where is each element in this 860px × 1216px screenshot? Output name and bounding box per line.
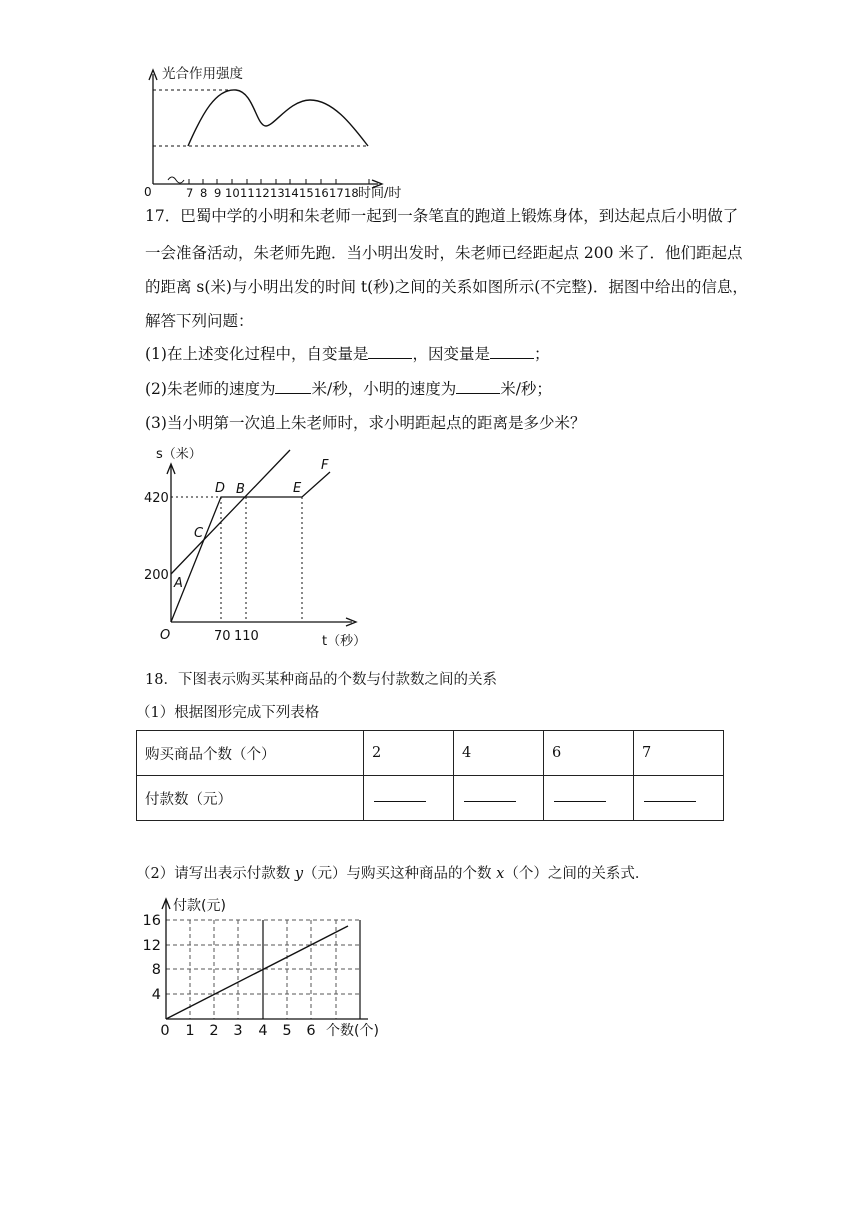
fig1-tick: 7	[186, 186, 194, 200]
fig3-xlabel: 个数(个)	[326, 1023, 379, 1039]
answer-blank[interactable]	[644, 791, 696, 802]
fig2-ylabel: s（米）	[156, 447, 202, 462]
table-answer-cell[interactable]	[364, 776, 454, 821]
fig1-tick: 12	[255, 186, 270, 200]
fig2-x110: 110	[234, 629, 259, 644]
point-label-A: A	[174, 576, 183, 591]
fig3-ytick: 8	[151, 962, 161, 978]
fig1-ylabel: 光合作用强度	[162, 66, 243, 82]
fig3-xtick: 2	[209, 1023, 219, 1039]
table-answer-cell[interactable]	[544, 776, 634, 821]
q18-sub2	[136, 864, 649, 884]
point-label-F: F	[321, 458, 329, 473]
fig1-tick: 10	[225, 186, 240, 200]
point-label-D: D	[215, 481, 226, 496]
fig1-origin: 0	[144, 185, 152, 199]
fig2-x70: 70	[214, 629, 231, 644]
q17-part2-b: 米/秒，小明的速度为	[311, 380, 457, 398]
fig1-tick: 8	[200, 186, 208, 200]
q17-line-2: 一会准备活动，朱老师先跑．当小明出发时，朱老师已经距起点 200 米了．他们距起点	[145, 244, 743, 262]
q17-part1	[145, 344, 550, 364]
fig3-xtick: 3	[233, 1023, 243, 1039]
q17-part1-b: ，因变量是	[412, 345, 490, 363]
answer-blank[interactable]	[456, 379, 500, 394]
fig1-tick: 15	[299, 186, 314, 200]
point-label-E: E	[293, 481, 302, 496]
q17-line-3: 的距离 s(米)与小明出发的时间 t(秒)之间的关系如图所示(不完整)．据图中给出的信息，	[145, 278, 748, 296]
answer-blank[interactable]	[275, 379, 311, 394]
table-cell: 2	[364, 731, 454, 776]
table-cell: 7	[634, 731, 724, 776]
distance-time-chart	[140, 440, 380, 655]
fig3-ytick: 12	[142, 938, 161, 954]
fig1-tick: 11	[240, 186, 255, 200]
table-header-cell: 购买商品个数（个）	[137, 731, 364, 776]
q17-part3: (3)当小明第一次追上朱老师时，求小明距起点的距离是多少米？	[145, 414, 586, 432]
q17-part1-a: (1)在上述变化过程中，自变量是	[145, 345, 369, 363]
fig1-tick: 17	[329, 186, 344, 200]
table-cell: 6	[544, 731, 634, 776]
fig1-tick: 13	[270, 186, 285, 200]
fig3-xtick: 6	[306, 1023, 316, 1039]
q18-sub2-c: （个）之间的关系式．	[504, 866, 650, 882]
fig1-tick: 16	[314, 186, 329, 200]
answer-blank[interactable]	[490, 344, 534, 359]
q17-part2-c: 米/秒；	[500, 380, 552, 398]
answer-blank[interactable]	[464, 791, 516, 802]
fig3-xtick: 1	[185, 1023, 195, 1039]
q17-part2	[145, 379, 552, 399]
fig3-xtick: 4	[258, 1023, 268, 1039]
fig3-ytick: 4	[151, 987, 161, 1003]
fig3-xtick: 5	[282, 1023, 292, 1039]
table-answer-cell[interactable]	[634, 776, 724, 821]
fig1-tick: 18	[344, 186, 359, 200]
q18-sub1: （1）根据图形完成下列表格	[136, 705, 320, 721]
fig3-ylabel: 付款(元)	[173, 898, 226, 914]
fig1-tick: 14	[284, 186, 299, 200]
answer-blank[interactable]	[554, 791, 606, 802]
payment-chart	[140, 893, 390, 1043]
fig3-ytick: 16	[142, 913, 161, 929]
answer-blank[interactable]	[374, 791, 426, 802]
point-label-B: B	[236, 482, 245, 497]
table-row	[137, 776, 724, 821]
q18-sub2-b: （元）与购买这种商品的个数	[303, 866, 492, 882]
q17-part2-a: (2)朱老师的速度为	[145, 380, 276, 398]
fig2-y200: 200	[144, 568, 169, 583]
q17-line-1: 17．巴蜀中学的小明和朱老师一起到一条笔直的跑道上锻炼身体，到达起点后小明做了	[145, 207, 739, 225]
q18-sub2-a: （2）请写出表示付款数	[136, 866, 291, 882]
fig2-xlabel: t（秒）	[322, 634, 367, 649]
fig3-xtick: 0	[160, 1023, 170, 1039]
answer-blank[interactable]	[368, 344, 412, 359]
table-header-cell: 付款数（元）	[137, 776, 364, 821]
q18-var-x: x	[496, 866, 505, 882]
table-answer-cell[interactable]	[454, 776, 544, 821]
fig2-y420: 420	[144, 491, 169, 506]
fig2-origin: O	[160, 628, 171, 643]
photosynthesis-chart	[140, 60, 440, 200]
q18-title: 18．下图表示购买某种商品的个数与付款数之间的关系	[145, 672, 497, 688]
q17-part1-c: ；	[533, 345, 550, 363]
q17-line-4: 解答下列问题：	[145, 312, 254, 330]
table-cell: 4	[454, 731, 544, 776]
table-row	[137, 731, 724, 776]
fig1-xlabel: 时间/时	[358, 186, 402, 200]
q18-var-y: y	[294, 866, 304, 882]
fig1-tick: 9	[214, 186, 222, 200]
purchase-table	[136, 730, 724, 821]
point-label-C: C	[194, 526, 204, 541]
